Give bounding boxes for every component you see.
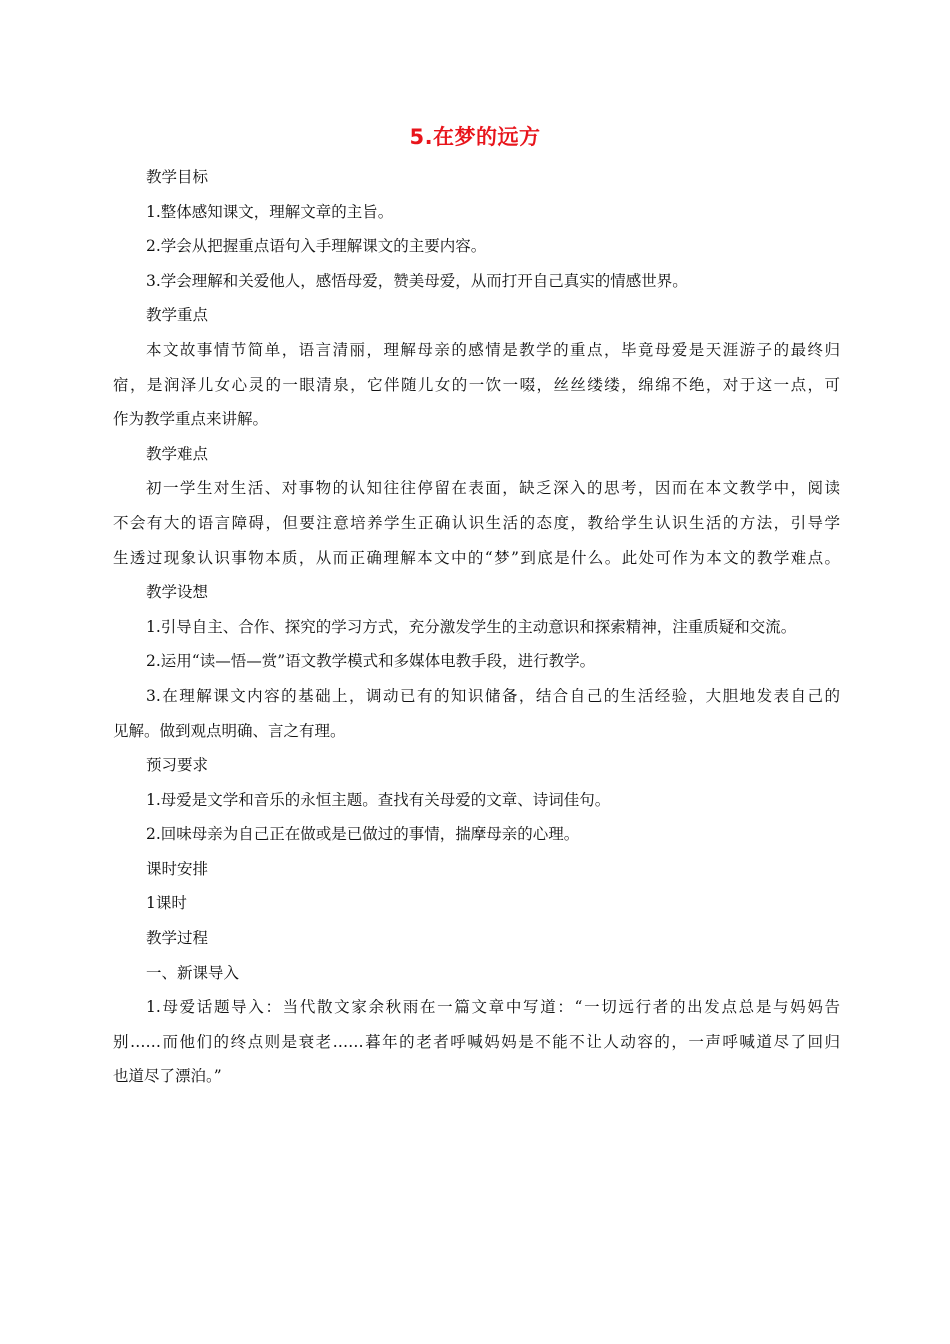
paragraph-line: 作为教学重点来讲解。 [113,410,269,429]
paragraph-line: 1.母爱话题导入：当代散文家余秋雨在一篇文章中写道：“一切远行者的出发点总是与妈妈告 [146,998,840,1017]
design-item: 3.在理解课文内容的基础上，调动已有的知识储备，结合自己的生活经验，大胆地发表自己的 [146,686,840,705]
paragraph-line: 别……而他们的终点则是衰老……暮年的老者呼喊妈妈是不能不让人动容的，一声呼喊道尽了回归 [113,1032,840,1051]
section-heading-schedule: 课时安排 [146,859,209,878]
preview-item: 1.母爱是文学和音乐的永恒主题。查找有关母爱的文章、诗词佳句。 [146,790,611,809]
section-heading-objectives: 教学目标 [146,168,209,186]
paragraph-line: 也道尽了漂泊。” [113,1067,222,1086]
objective-item: 1.整体感知课文，理解文章的主旨。 [146,202,394,221]
document-title: 5.在梦的远方 [409,125,541,149]
paragraph-line: 不会有大的语言障碍，但要注意培养学生正确认识生活的态度，教给学生认识生活的方法，引导学 [113,513,840,532]
section-heading-key-points: 教学重点 [146,306,209,325]
section-heading-design: 教学设想 [146,583,209,602]
preview-item: 2.回味母亲为自己正在做或是已做过的事情，揣摩母亲的心理。 [146,825,580,844]
section-heading-process: 教学过程 [146,929,209,948]
design-item: 1.引导自主、合作、探究的学习方式，充分激发学生的主动意识和探索精神，注重质疑和交流。 [146,617,797,636]
subsection-heading: 一、新课导入 [146,963,240,982]
design-item: 2.运用“读—悟—赏”语文教学模式和多媒体电教手段，进行教学。 [146,652,596,671]
schedule-value: 1课时 [146,894,187,913]
section-heading-difficulties: 教学难点 [146,444,209,463]
paragraph-line: 宿，是润泽儿女心灵的一眼清泉，它伴随儿女的一饮一啜，丝丝缕缕，绵绵不绝，对于这一点，可 [113,375,840,394]
paragraph-line: 见解。做到观点明确、言之有理。 [113,721,346,740]
objective-item: 2.学会从把握重点语句入手理解课文的主要内容。 [146,237,487,256]
section-heading-preview: 预习要求 [146,756,209,775]
objective-item: 3.学会理解和关爱他人，感悟母爱，赞美母爱，从而打开自己真实的情感世界。 [146,271,688,290]
paragraph-line: 生透过现象认识事物本质，从而正确理解本文中的“梦”到底是什么。此处可作为本文的教学难点。 [113,548,840,567]
paragraph-line: 初一学生对生活、对事物的认知往往停留在表面，缺乏深入的思考，因而在本文教学中，阅读 [146,479,840,498]
paragraph-line: 本文故事情节简单，语言清丽，理解母亲的感情是教学的重点，毕竟母爱是天涯游子的最终归 [146,340,840,359]
document-body [113,160,840,1094]
